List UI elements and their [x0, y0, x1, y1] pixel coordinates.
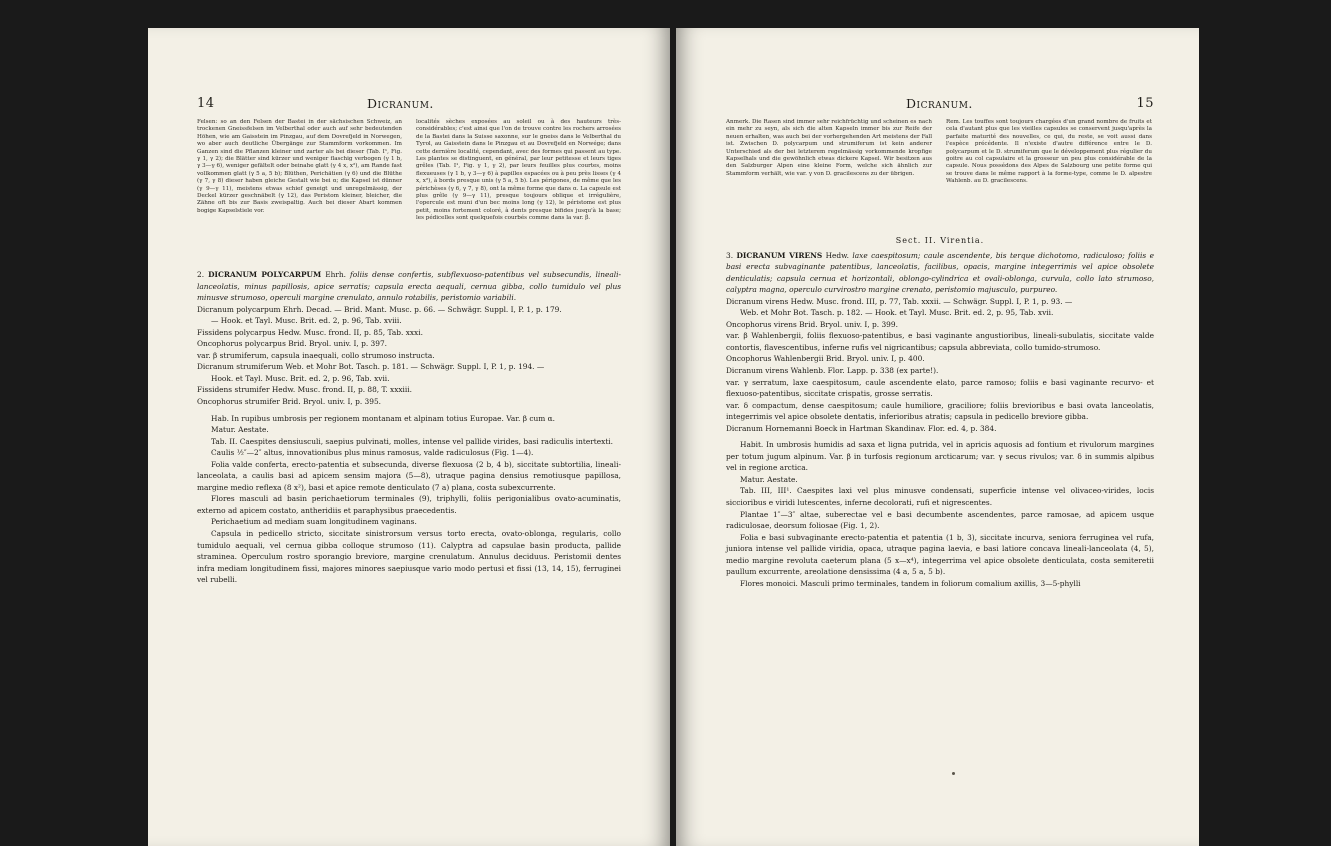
entry-number: 2. [197, 270, 205, 279]
left-page [148, 28, 670, 846]
body-paragraph: Matur. Aestate. [740, 474, 798, 484]
right-running-title: Dicranum. [906, 96, 973, 111]
synonym-line: Hook. et Tayl. Musc. Brit. ed. 2, p. 96, Tab. xvii. [211, 373, 390, 383]
variety-line: var. β strumiferum, capsula inaequali, collo strumoso instructa. [197, 350, 435, 360]
body-paragraph: Caulis ½″—2″ altus, innovationibus plus minus ramosus, valde radiculosus (Fig. 1—4). [211, 448, 534, 458]
body-paragraph: Flores monoici. Masculi primo terminales, tandem in foliorum comalium axillis, 3—5-phylli [740, 578, 1081, 588]
variety-line: var. δ compactum, dense caespitosum; caule humiliore, graciliore; foliis brevioribus e basi ovata lanceolatis, integerrimis vel apice obsolete dentatis, inferioribus atratis; capsula in pedicello breviore gibba. [726, 400, 1154, 422]
right-french-column: Rem. Les touffes sont toujours chargées d'un grand nombre de fruits et cela d'autant plus que les vieilles capsules se conservent jusqu'après la parfaite maturité des nouvelles, ce qui, du reste, se voit aussi dans l'espèce précédente. Il n'existe d'autre différence entre le D. polycarpum et le D. strumiferum que le développement plus régulier du goitre au col capsulaire et la grosseur un peu plus considérable de la capsule. Nous possédons des Alpes de Salzbourg une petite forme qui se trouve dans le même rapport à la forme-type, comme le D. alpestre Wahlenb. au D. gracilescens. [946, 119, 1152, 185]
section-heading: Sect. II. Virentia. [895, 236, 985, 245]
synonym-line: Dicranum virens Wahlenb. Flor. Lapp. p. 338 (ex parte!). [726, 366, 939, 376]
variety-line: var. γ serratum, laxe caespitosum, caule ascendente elato, parce ramoso; foliis e basi vaginante recurvo- et flexuoso-patentibus, siccitate crispatis, grosse serratis. [726, 377, 1154, 399]
body-paragraph: Hab. In rupibus umbrosis per regionem montanam et alpinam totius Europae. Var. β cum α. [211, 413, 555, 423]
body-paragraph: Flores masculi ad basin perichaetiorum terminales (9), triphylli, foliis perigonialibus ovato-acuminatis, externo ad apicem costato, antheridiis et paraphysibus praecedentis. [197, 494, 621, 515]
left-french-column: localités sèches exposées au soleil ou à des hauteurs très-considérables; c'est ainsi que l'on de trouve contre les rochers arrosées de la Bastei dans la Suisse saxonne, sur le gneiss dans le Velberthal du Tyrol, au Gaisstein dans le Pinzgau et au Dovrefjeld en Norwége; dans cette dernière localité, cependant, avec des formes qui passent au type. Les plantes se distinguent, en général, par leur petitesse et leurs tiges grêles (Tab. I¹, Fig. γ 1, γ 2), par leurs feuilles plus courtes, moins flexueuses (γ 1 b, γ 3—γ 6) à papilles espacées ou à peu près lisses (γ 4 x, x²), à bords presque unis (γ 5 a, 5 b). Les périgones, de même que les périchèses (γ 6, γ 7, γ 8), ont la même forme que dans α. La capsule est plus grêle (γ 9—γ 11), presque toujours oblique et irrégulière, l'opercule est muni d'un bec moins long (γ 12), le péristome est plus petit, moins fortement coloré, à dents presque bifides jusqu'à la base; les pédicelles sont quelquefois courbés comme dans la var. β. [416, 119, 621, 222]
entry-number: 3. [726, 250, 734, 260]
body-paragraph: Folia e basi subvaginante erecto-patentia et patentia (1 b, 3), siccitate incurva, seniora ferruginea vel rufa, juniora intense vel pallide viridia, opaca, utraque pagina laevia, e basi latiore concava lineali-lanceolata (4, 5), medio margine revoluta caeterum plana (5 x—x⁴), integerrima vel apice obsolete denticulata, costa semiteretii paullum excurrente, areolatione densissima (4 a, 5 a, 5 b). [726, 532, 1154, 577]
body-paragraph: Tab. II. Caespites densiusculi, saepius pulvinati, molles, intense vel pallide virides, basi radiculis intertexti. [211, 436, 614, 446]
right-german-column: Anmerk. Die Rasen sind immer sehr reichfrüchtig und scheinen es nach ein mehr zu seyn, als sich die alten Kapseln immer bis zur Reife der neuen erhalten, was auch bei der vorhergehenden Art meistens der Fall ist. Zwischen D. polycarpum und strumiferum ist kein anderer Unterschied als der bei letzterem regelmässig vorkommende kropfige Kapselhals und die gewöhnlich etwas dickere Kapsel. Wir besitzen aus den Salzburger Alpen eine kleine Form, welche sich ähnlich zur Stammform verhält, wie var. γ von D. gracilescens zu der übrigen. [726, 119, 932, 177]
body-paragraph: Matur. Aestate. [211, 425, 269, 435]
entry-author: Ehrh. [325, 270, 346, 279]
synonym-line: Dicranum Hornemanni Boeck in Hartman Skandinav. Flor. ed. 4, p. 384. [726, 423, 997, 433]
body-paragraph: Tab. III, III¹. Caespites laxi vel plus minusve condensati, superficie intense vel olivaceo-virides, locis siccioribus e viridi lutescentes, inferne decolorati, rufi et nigrescentes. [726, 486, 1154, 508]
synonym-line: — Hook. et Tayl. Musc. Brit. ed. 2, p. 96, Tab. xviii. [211, 316, 402, 326]
left-main-text [197, 269, 621, 586]
species-entry-polycarpum [197, 269, 621, 304]
body-paragraph: Perichaetium ad mediam suam longitudinem vaginans. [211, 517, 417, 527]
right-main-text [726, 235, 1154, 589]
left-german-column: Felsen: so an den Felsen der Bastei in der sächsischen Schweiz, an trockenen Gneissfelsen im Velberthal oder auch auf sehr bedeutenden Höhen, wie am Gaisstein im Pinzgau, auf dem Dovrefjeld in Norwegen, wo aber auch deutliche Übergänge zur Stammform vorkommen. Im Ganzen sind die Pflanzen kleiner und zarter als bei dieser (Tab. I¹, Fig. γ 1, γ 2); die Blätter sind kürzer und weniger flaschig verbogen (γ 1 b, γ 3—γ 6), weniger gefältelt oder beinahe glatt (γ 4 x, x²), am Rande fast vollkommen glatt (γ 5 a, 5 b); Blüthen, Perichätien (γ 6) und die Blüthe (γ 7, γ 8) dieser haben gleiche Gestalt wie bei α; die Kapsel ist dünner (γ 9—γ 11), meistens etwas schief geneigt und unregelmässig, der Deckel kürzer geschnäbelt (γ 12), das Peristom kleiner, bleicher, die Zähne oft bis zur Basis zweispaltig. Auch bei dieser Abart kommen bogige Kapselstiele vor. [197, 119, 402, 214]
species-entry-virens [726, 250, 1154, 296]
body-paragraph: Capsula in pedicello stricto, siccitate sinistrorsum versus torto erecta, ovato-oblonga, regularis, collo tumidulo aequali, vel cernua gibba colloque strumoso (11). Calyptra ad capsulae basin producta, pallide straminea. Operculum rostro sporangio breviore, margine crenulatum. Annulus deciduus. Peristomii dentes infra mediam longitudinem fissi, majores minores saepiusque vario modo pertusi et fissi (13, 14, 15), ferruginei vel rubelli. [197, 529, 621, 585]
synonym-line: Fissidens strumifer Hedw. Musc. frond. II, p. 88, T. xxxiii. [197, 385, 412, 395]
entry-author: Hedw. [825, 250, 849, 260]
right-page-number: 15 [1136, 96, 1154, 111]
synonym-line: Oncophorus polycarpus Brid. Bryol. univ. I, p. 397. [197, 339, 388, 349]
entry-diagnosis: foliis dense confertis, subflexuoso-patentibus vel subsecundis, lineali-lanceolatis, minus papillosis, apice serratis; capsula erecta aequali, cernua gibba, collo tumidulo vel plus minusve strumoso, operculi margine crenulato, annulo rotabilis, peristomio variabili. [197, 270, 622, 303]
synonym-line: Oncophorus Wahlenbergii Brid. Bryol. univ. I, p. 400. [726, 354, 925, 364]
synonym-line: Oncophorus strumifer Brid. Bryol. univ. I, p. 395. [197, 397, 381, 407]
left-page-number: 14 [197, 96, 215, 111]
synonym-line: Dicranum virens Hedw. Musc. frond. III, p. 77, Tab. xxxii. — Schwägr. Suppl. I, P. 1, p. 93. — [726, 296, 1073, 306]
body-paragraph: Habit. In umbrosis humidis ad saxa et ligna putrida, vel in apricis aquosis ad fontium et rivulorum margines per totum jugum alpinum. Var. β in turfosis regionum arcticarum; var. γ secus rivulos; var. δ in summis alpibus vel in regione arctica. [726, 440, 1154, 473]
synonym-line: Oncophorus virens Brid. Bryol. univ. I, p. 399. [726, 319, 898, 329]
print-speck [952, 772, 955, 775]
synonym-line: Web. et Mohr Bot. Tasch. p. 182. — Hook. et Tayl. Musc. Brit. ed. 2, p. 95, Tab. xvii. [740, 308, 1054, 318]
entry-diagnosis: laxe caespitosum; caule ascendente, bis terque dichotomo, radiculoso; foliis e basi erecta subvaginante patentibus, lanceolatis, facilibus, opacis, margine integerrimis vel apice obsolete denticulatis; capsula cernua et horizontali, oblongo-cylindrica et ovali-oblonga, curvula, collo lato strumoso, calyptra magna, operculo curvirostro margine crenato, peristomio majusculo, purpureo. [726, 250, 1154, 295]
variety-line: var. β Wahlenbergii, foliis flexuoso-patentibus, e basi vaginante angustioribus, lineali-subulatis, siccitate valde contortis, flavescentibus, inferne rufis vel nigricantibus; capsula abbreviata, collo tumido-strumoso. [726, 331, 1154, 352]
synonym-line: Dicranum polycarpum Ehrh. Decad. — Brid. Mant. Musc. p. 66. — Schwägr. Suppl. I, P. 1, p. 179. [197, 304, 562, 314]
left-running-title: Dicranum. [367, 96, 434, 111]
synonym-line: Dicranum strumiferum Web. et Mohr Bot. Tasch. p. 181. — Schwägr. Suppl. I, P. 1, p. 194. — [197, 362, 545, 372]
body-paragraph: Plantae 1″—3″ altae, suberectae vel e basi decumbente ascendentes, parce ramosae, ad apicem usque radiculosae, deorsum foliosae (Fig. 1, 2). [726, 509, 1154, 531]
synonym-line: Fissidens polycarpus Hedw. Musc. frond. II, p. 85, Tab. xxxi. [197, 327, 423, 337]
entry-genus: DICRANUM VIRENS [736, 250, 823, 260]
right-page [676, 28, 1199, 846]
entry-genus: DICRANUM POLYCARPUM [208, 270, 322, 279]
body-paragraph: Folia valde conferta, erecto-patentia et subsecunda, diverse flexuosa (2 b, 4 b), siccitate subtortilia, lineali-lanceolata, a caulis basi ad apicem sensim majora (5—8), utraque pagina densius remotiusque papillosa, margine medio reflexa (8 x²), basi et apice remote denticulato (7 a) plana, costa subexcurrente. [197, 459, 621, 492]
